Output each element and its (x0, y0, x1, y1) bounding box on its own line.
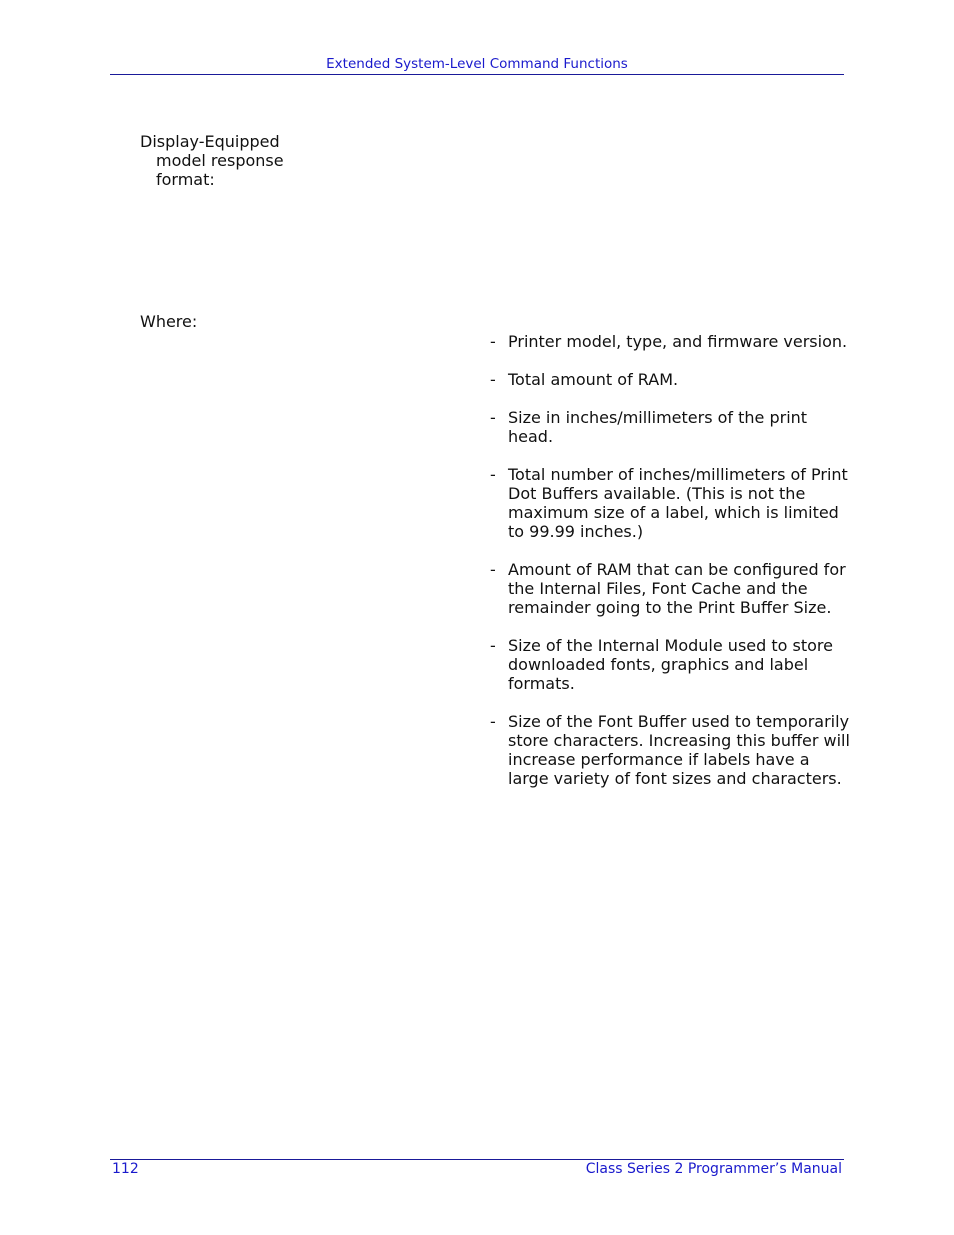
definition-item-configurable-ram (490, 560, 850, 617)
definition-dash: - (490, 712, 496, 731)
definition-text: Amount of RAM that can be configured for the Internal Files, Font Cache and the remainder going to the Print Buffer Size. (508, 560, 846, 617)
header-divider (110, 74, 844, 75)
definition-list (490, 332, 850, 807)
definition-dash: - (490, 332, 496, 351)
definition-text: Total number of inches/millimeters of Print Dot Buffers available. (This is not the maximum size of a label, which is limited to 99.99 inches.) (508, 465, 848, 541)
definition-dash: - (490, 560, 496, 579)
definition-item-font-buffer (490, 712, 850, 788)
page-number: 112 (112, 1161, 139, 1177)
response-format-label-line-2: model response (156, 151, 284, 170)
footer-divider (110, 1159, 844, 1160)
response-format-label (140, 132, 284, 189)
response-format-label-line-3: format: (156, 170, 215, 189)
response-format-label-line-1: Display-Equipped (140, 132, 280, 151)
definition-dash: - (490, 465, 496, 484)
definition-item-print-dot-buffers (490, 465, 850, 541)
definition-text: Printer model, type, and firmware version. (508, 332, 848, 351)
definition-item-model (490, 332, 850, 351)
definition-item-print-head (490, 408, 850, 446)
definition-item-internal-module (490, 636, 850, 693)
where-label: Where: (140, 312, 198, 331)
definition-text: Size in inches/millimeters of the print head. (508, 408, 808, 446)
definition-dash: - (490, 370, 496, 389)
definition-text: Total amount of RAM. (508, 370, 679, 389)
definition-dash: - (490, 408, 496, 427)
manual-title: Class Series 2 Programmer’s Manual (585, 1161, 842, 1177)
running-header-title: Extended System-Level Command Functions (326, 56, 628, 72)
definition-dash: - (490, 636, 496, 655)
definition-text: Size of the Internal Module used to store downloaded fonts, graphics and label formats. (508, 636, 833, 693)
definition-text: Size of the Font Buffer used to temporarily store characters. Increasing this buffer will increase performance if labels have a large variety of font sizes and characters. (508, 712, 850, 788)
definition-item-ram (490, 370, 850, 389)
